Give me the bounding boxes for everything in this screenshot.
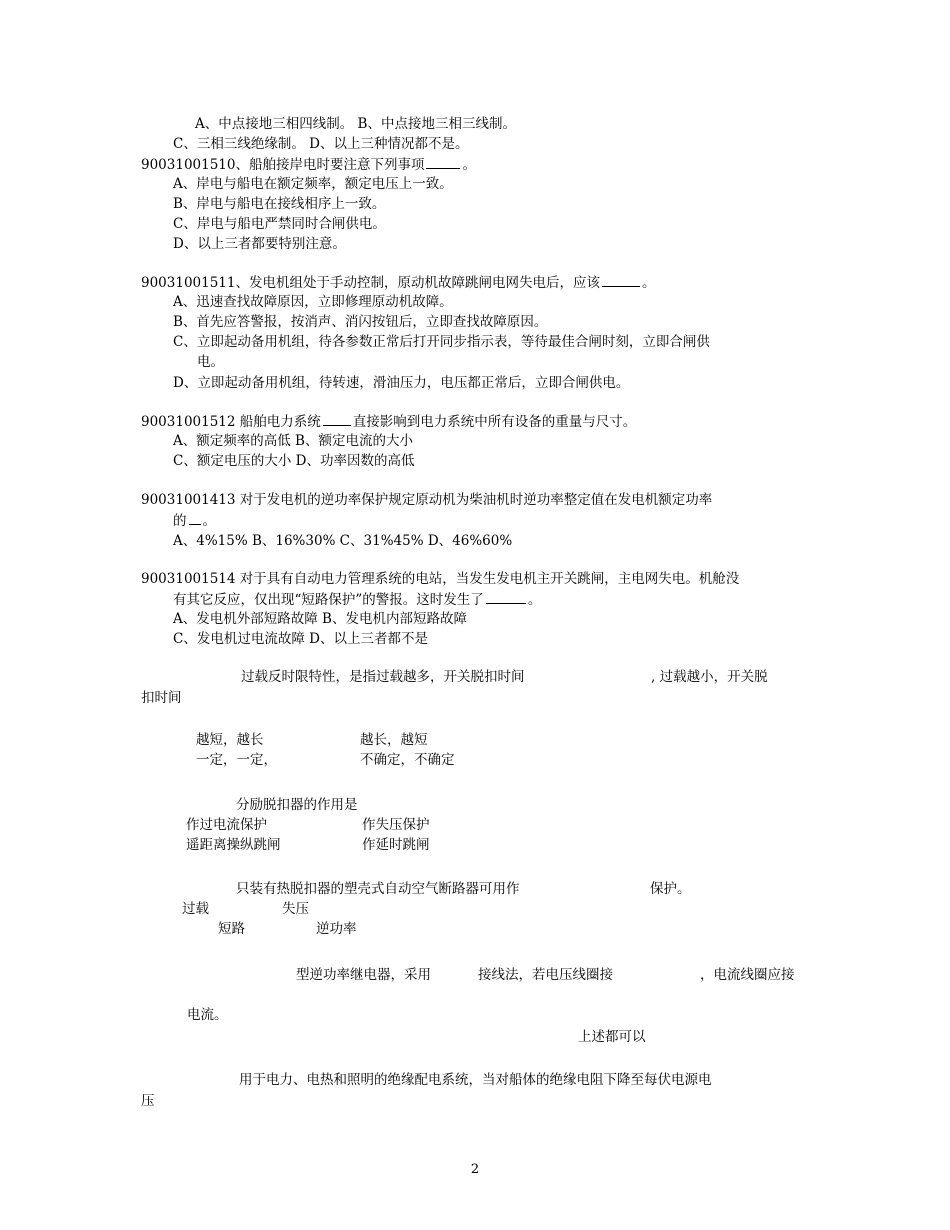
question-text: 的 [173,513,187,529]
question-stem-fragment: 电流。 [187,1007,228,1023]
option-d: D、以上三者都要特别注意。 [173,236,346,252]
answer-blank [602,273,640,287]
question-text: 90031001511、发电机组处于手动控制，原动机故障跳闸电网失电后，应该 [141,275,600,291]
question-text-end: 。 [202,513,216,529]
option-fragment: 一定，一定， [196,752,277,768]
options-cd: C、额定电压的大小 D、功率因数的高低 [173,453,415,469]
answer-blank [323,412,351,426]
option-fragment: 上述都可以 [578,1029,646,1045]
answer-blank [426,155,460,169]
option-fragment: 过载 [182,901,209,917]
question-stem-fragment: 用于电力、电热和照明的绝缘配电系统，当对船体的绝缘电阻下降至每伏电源电 [239,1072,712,1088]
question-text: 90031001512 船舶电力系统 [141,414,321,430]
question-stem-fragment: 过载反时限特性，是指过载越多，开关脱扣时间 [241,669,525,685]
question-stem-fragment: 接线法，若电压线圈接 [478,967,613,983]
options-abcd: A、4%15% B、16%30% C、31%45% D、46%60% [173,533,513,549]
answer-blank [486,590,526,604]
question-stem-fragment: 压 [141,1093,155,1109]
option-fragment: 短路 [218,921,245,937]
options-ab: A、额定频率的高低 B、额定电流的大小 [173,433,413,449]
question-text-end: 。 [462,157,476,173]
question-text-end: 直接影响到电力系统中所有设备的重量与尺寸。 [352,414,637,430]
question-stem: 90031001413 对于发电机的逆功率保护规定原动机为柴油机时逆功率整定值在发电机额定功率 [141,492,713,508]
option-line: C、三相三线绝缘制。 D、以上三种情况都不是。 [173,136,469,152]
option-fragment: 逆功率 [316,921,357,937]
options-cd: C、发电机过电流故障 D、以上三者都不是 [173,631,428,647]
answer-blank [189,511,201,525]
option-line: A、中点接地三相四线制。 B、中点接地三相三线制。 [195,116,516,132]
question-stem: 90031001514 对于具有自动电力管理系统的电站，当发生发电机主开关跳闸，主电网失电。机舱没 [141,571,740,587]
page-number: 2 [470,1162,480,1177]
question-stem-fragment: 分励脱扣器的作用是 [236,797,358,813]
question-stem-continued [173,590,541,609]
question-text: 90031001510、船舶接岸电时要注意下列事项 [141,157,425,173]
option-fragment: 作延时跳闸 [362,837,430,853]
question-stem-fragment: 型逆功率继电器，采用 [296,967,431,983]
question-text: 有其它反应，仅出现“短路保护”的警报。这时发生了 [173,592,484,608]
question-stem-fragment: 保护。 [650,881,691,897]
question-stem-fragment: , 过载越小，开关脱 [651,669,768,685]
option-fragment: 越短，越长 [196,732,264,748]
option-fragment: 作失压保护 [362,817,430,833]
option-fragment: 越长，越短 [360,732,428,748]
option-c-continued: 电。 [197,354,224,370]
question-stem [141,412,636,431]
question-stem-fragment: 扣时间 [141,690,182,706]
option-c: C、岸电与船电严禁同时合闸供电。 [173,216,386,232]
question-stem [141,273,655,292]
question-stem-fragment: 只装有热脱扣器的塑壳式自动空气断路器可用作 [236,881,520,897]
option-b: B、岸电与船电在接线相序上一致。 [173,196,386,212]
question-stem [141,155,476,174]
option-c: C、立即起动备用机组，待各参数正常后打开同步指示表，等待最佳合闸时刻，立即合闸供 [173,334,710,350]
options-ab: A、发电机外部短路故障 B、发电机内部短路故障 [173,611,467,627]
question-text-end: 。 [641,275,656,291]
question-text-end: 。 [527,592,542,608]
option-fragment: 失压 [282,901,309,917]
option-fragment: 作过电流保护 [186,817,267,833]
option-a: A、迅速查找故障原因，立即修理原动机故障。 [173,294,453,310]
option-b: B、首先应答警报，按消声、消闪按钮后，立即查找故障原因。 [173,314,548,330]
option-fragment: 不确定，不确定 [360,752,455,768]
question-stem-fragment: ，电流线圈应接 [700,967,795,983]
option-d: D、立即起动备用机组，待转速，滑油压力，电压都正常后，立即合闸供电。 [173,375,630,391]
option-a: A、岸电与船电在额定频率，额定电压上一致。 [173,176,453,192]
question-stem-continued [173,511,216,530]
option-fragment: 遥距离操纵跳闸 [186,837,281,853]
